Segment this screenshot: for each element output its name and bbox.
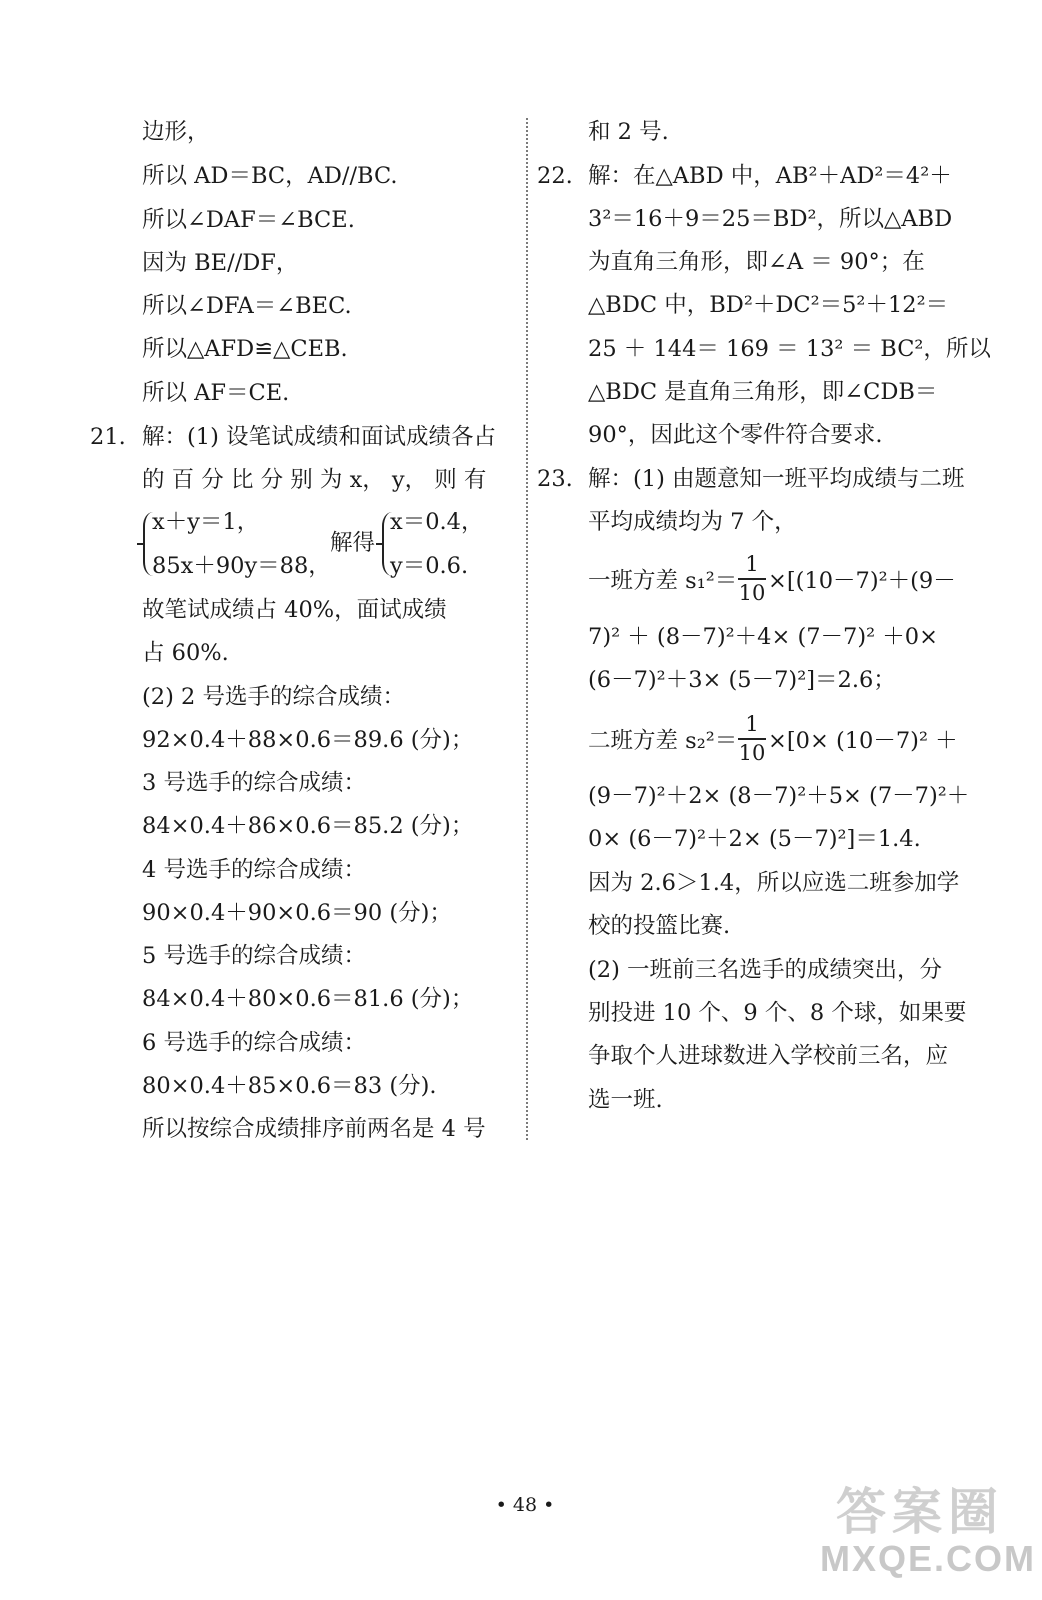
fraction-denominator: 10 — [738, 581, 766, 605]
answer-line: 解：在△ABD 中，AB²＋AD²＝4²＋ — [588, 163, 952, 189]
answer-line: 解：(1) 设笔试成绩和面试成绩各占 — [142, 424, 497, 450]
answer-line: 5 号选手的综合成绩： — [142, 943, 366, 969]
answer-line: 0× (6－7)²＋2× (5－7)²]＝1.4. — [588, 826, 921, 852]
proof-line: 所以∠DFA＝∠BEC. — [142, 293, 352, 319]
answer-line: 90×0.4＋90×0.6＝90 (分)； — [142, 900, 452, 926]
answer-line: 3²＝16＋9＝25＝BD²，所以△ABD — [588, 206, 953, 232]
answer-line: 90°，因此这个零件符合要求. — [588, 422, 883, 448]
answer-line: △BDC 中，BD²＋DC²＝5²＋12²＝ — [588, 292, 949, 318]
solution-2: y＝0.6. — [390, 553, 469, 579]
answer-line: (2) 一班前三名选手的成绩突出，分 — [588, 957, 943, 983]
proof-line: 所以∠DAF＝∠BCE. — [142, 207, 355, 233]
answer-line: 故笔试成绩占 40%，面试成绩 — [142, 597, 447, 623]
answer-line: 校的投篮比赛. — [588, 913, 731, 939]
variance-1-label: 一班方差 s₁²＝ — [588, 568, 738, 594]
answer-line: 84×0.4＋86×0.6＝85.2 (分)； — [142, 813, 474, 839]
answer-line: (9－7)²＋2× (8－7)²＋5× (7－7)²＋ — [588, 783, 970, 809]
brace-tip — [376, 543, 384, 545]
answer-line: 25 ＋ 144＝ 169 ＝ 13² ＝ BC²，所以 — [588, 336, 991, 362]
page-number: • 48 • — [495, 1494, 555, 1516]
answer-line: 选一班. — [588, 1087, 663, 1113]
answer-line: 84×0.4＋80×0.6＝81.6 (分)； — [142, 986, 474, 1012]
question-number-23: 23. — [537, 466, 573, 492]
fraction-bar — [738, 578, 766, 580]
answer-line: (2) 2 号选手的综合成绩： — [142, 684, 405, 710]
answer-line: 7)² ＋ (8－7)²＋4× (7－7)² ＋0× — [588, 624, 938, 650]
proof-line: 所以 AF＝CE. — [142, 380, 290, 406]
variance-1-expression: ×[(10－7)²＋(9－ — [768, 568, 956, 594]
answer-line: 平均成绩均为 7 个， — [588, 509, 797, 535]
variance-2-label: 二班方差 s₂²＝ — [588, 728, 738, 754]
answer-line: △BDC 是直角三角形，即∠CDB＝ — [588, 379, 938, 405]
answer-line: 所以按综合成绩排序前两名是 4 号 — [142, 1116, 486, 1142]
answer-line: 别投进 10 个、9 个、8 个球，如果要 — [588, 1000, 967, 1026]
answer-line: 3 号选手的综合成绩： — [142, 770, 366, 796]
proof-line: 所以 AD＝BC，AD//BC. — [142, 163, 398, 189]
answer-line: 的 百 分 比 分 别 为 x， y， 则 有 — [142, 467, 487, 493]
watermark-logo: 答案圈 — [836, 1482, 1004, 1541]
fraction-bar — [738, 738, 766, 740]
brace-tip — [137, 543, 145, 545]
equation-1: x＋y＝1， — [152, 509, 260, 535]
answer-line: 4 号选手的综合成绩： — [142, 857, 366, 883]
answer-line: 和 2 号. — [588, 119, 669, 145]
answer-line: 80×0.4＋85×0.6＝83 (分). — [142, 1073, 437, 1099]
fraction-denominator: 10 — [738, 741, 766, 765]
answer-line: 92×0.4＋88×0.6＝89.6 (分)； — [142, 727, 474, 753]
question-number-21: 21. — [90, 424, 126, 450]
answer-line: 占 60%. — [142, 640, 229, 666]
solve-label: 解得 — [330, 530, 376, 556]
proof-line: 所以△AFD≌△CEB. — [142, 336, 348, 362]
answer-line: 6 号选手的综合成绩： — [142, 1030, 366, 1056]
answer-line: 为直角三角形，即∠A ＝ 90°；在 — [588, 249, 925, 275]
solution-1: x＝0.4， — [390, 509, 484, 535]
watermark-url: MXQE.COM — [820, 1538, 1037, 1579]
watermark — [820, 1472, 1037, 1592]
question-number-22: 22. — [537, 163, 573, 189]
fraction-numerator: 1 — [745, 552, 759, 576]
proof-line: 边形， — [142, 119, 210, 145]
answer-line: 解：(1) 由题意知一班平均成绩与二班 — [588, 466, 965, 492]
equation-2: 85x＋90y＝88， — [152, 553, 331, 579]
fraction-numerator: 1 — [745, 712, 759, 736]
answer-line: 争取个人进球数进入学校前三名，应 — [588, 1043, 949, 1069]
proof-line: 因为 BE//DF， — [142, 250, 299, 276]
column-divider — [526, 118, 528, 1140]
answer-line: (6－7)²＋3× (5－7)²]＝2.6； — [588, 667, 896, 693]
answer-line: 因为 2.6＞1.4，所以应选二班参加学 — [588, 870, 960, 896]
variance-2-expression: ×[0× (10－7)² ＋ — [768, 728, 958, 754]
